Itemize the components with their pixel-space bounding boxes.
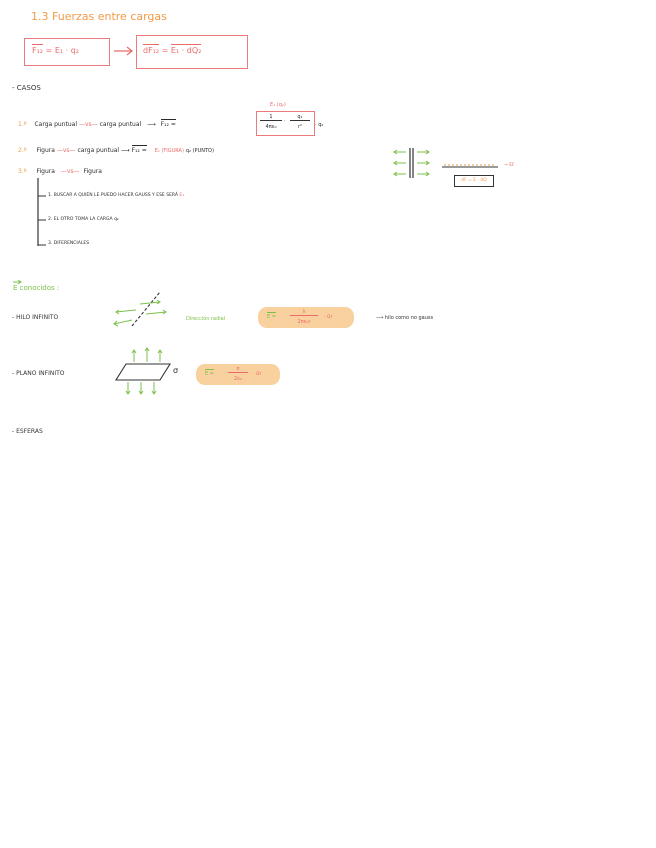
hilo-E: E = (267, 314, 276, 320)
case-3-number: 3.º (18, 168, 27, 175)
casos-heading-text: - CASOS (12, 84, 41, 92)
case-1-row (18, 121, 176, 128)
case-3-row (18, 168, 102, 175)
case-1-q2: · q₂ (315, 122, 324, 128)
case-2-row (18, 147, 214, 154)
case-3-step-3 (48, 241, 89, 246)
hilo-num: λ (290, 309, 318, 316)
infinite-wire-diagram (110, 290, 170, 332)
formula-1-lhs: F₁₂ (32, 46, 44, 55)
formula-box-1 (24, 38, 110, 66)
case-1-vs: —vs— (78, 121, 98, 128)
case-3-b: Figura (83, 168, 102, 175)
case-1-box-label: E₁ (q₂) (270, 102, 286, 108)
case-1-frac1-den: 4πε₀ (265, 124, 277, 130)
formula-2-rhs: E₁ · dQ₂ (170, 46, 202, 55)
plano-num: σ (228, 366, 248, 373)
infinite-plane-diagram (114, 344, 174, 396)
hilo-note: ⟶ hilo como no gauss (376, 315, 434, 321)
known-fields-heading: E conocidos : (13, 284, 60, 292)
case-2-b: carga puntual (77, 147, 120, 154)
charged-line-diagram (440, 160, 502, 174)
case-1-coulomb-box (256, 111, 315, 136)
plano-ur: · ûr (253, 371, 262, 377)
formula-2-eq: = (161, 46, 169, 55)
case-3-step-2 (48, 217, 119, 222)
vector-arrow-icon (13, 279, 23, 285)
case-2-F: F₁₂ = (131, 147, 147, 154)
case-3-step-1 (48, 193, 184, 198)
case-2-E: E₁ (FIGURA) (154, 148, 184, 154)
case-3-bracket (36, 178, 48, 248)
ef-label: → EF (504, 163, 515, 168)
case-3-vs: —vs— (60, 168, 80, 175)
case-3-step-2-text: EL OTRO TOMA LA CARGA (53, 217, 113, 222)
case-2-arrow-icon: ⟶ (121, 147, 130, 154)
case-3-step-1-text: BUSCAR A QUIÉN LE PUEDO HACER GAUSS Y ESE SERÁ (53, 193, 178, 198)
formula-2-lhs: dF₁₂ (143, 46, 160, 55)
hilo-note-text: hilo como no gauss (384, 315, 434, 321)
plano-den: 2ε₀ (234, 376, 242, 382)
case-2-number: 2.º (18, 147, 27, 154)
case-1-a: Carga puntual (34, 121, 78, 128)
case-3-step-3-n: 3. (48, 241, 53, 246)
case-1-frac2-num: q₁ (290, 114, 310, 121)
case-2-vs: —vs— (56, 147, 76, 154)
hilo-ur: · ûr (324, 314, 333, 320)
plano-sigma: σ (173, 366, 179, 375)
case-1-frac1-num: 1 (260, 114, 282, 121)
formula-box-2 (136, 35, 248, 69)
hilo-formula-pill (258, 307, 354, 328)
case-1-frac2-den: r² (297, 124, 303, 130)
page-title: 1.3 Fuerzas entre cargas (31, 10, 167, 23)
case-1-mul: · (284, 118, 286, 124)
casos-heading (12, 84, 41, 92)
df-box: dF = E · dQ (454, 175, 494, 187)
case-3-step-2-tail: q₂ (114, 217, 119, 222)
implies-arrow-icon (112, 44, 136, 58)
hilo-den: 2πε₀r (297, 319, 311, 325)
case-3-a: Figura (36, 168, 55, 175)
formula-1-rhs: E₁ · q₂ (54, 46, 79, 55)
formula-1-eq: = (45, 46, 53, 55)
plate-field-diagram (392, 146, 442, 182)
case-2-a: Figura (36, 147, 55, 154)
esferas-label: - ESFERAS (12, 428, 43, 435)
case-1-q2-text: q₂ (318, 122, 324, 128)
hilo-direction: Dirección radial (186, 316, 226, 322)
case-1-F: F₁₂ = (160, 121, 176, 128)
case-1-b: carga puntual (99, 121, 142, 128)
plano-formula-pill (196, 364, 280, 385)
case-3-step-1-n: 1. (48, 193, 53, 198)
case-3-step-2-n: 2. (48, 217, 53, 222)
case-1-number: 1.º (18, 121, 27, 128)
case-3-step-1-tail: E₁ (179, 193, 185, 198)
case-1-arrow-icon: ⟶ (147, 121, 156, 128)
plano-label: - PLANO INFINITO (12, 370, 65, 377)
hilo-label: - HILO INFINITO (12, 314, 59, 321)
case-3-step-3-text: DIFERENCIALES (53, 241, 90, 246)
case-2-q: q₂ (PUNTO) (185, 148, 214, 154)
plano-E: E = (205, 371, 214, 377)
